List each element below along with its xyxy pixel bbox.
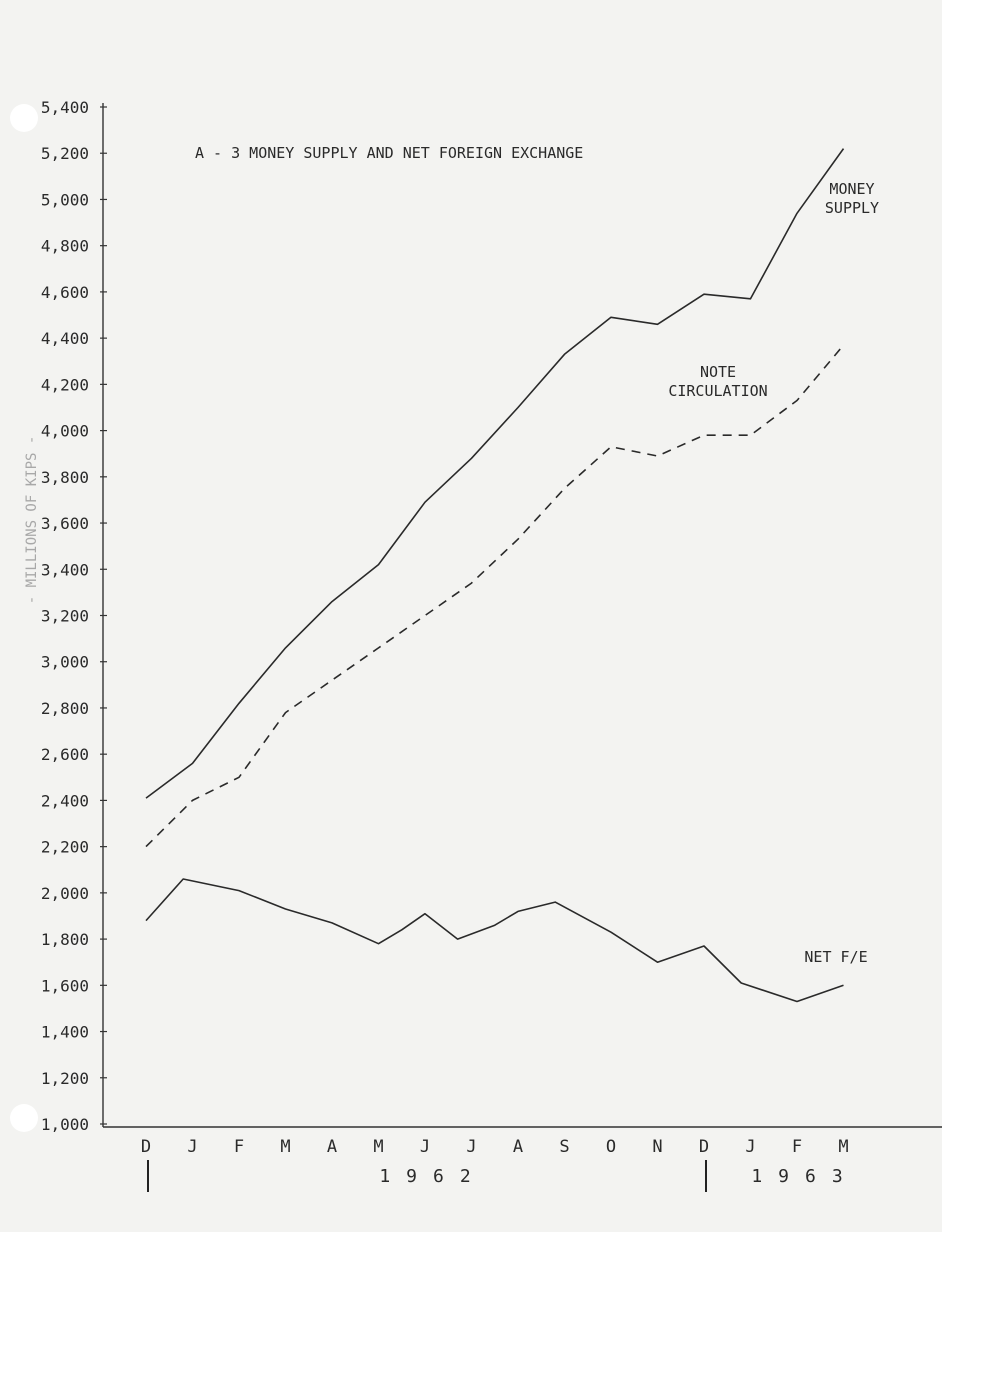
y-tick-label: 1,400	[40, 1022, 89, 1042]
x-tick-label: J	[745, 1137, 756, 1157]
y-tick-label: 2,000	[40, 883, 89, 903]
x-tick-label: N	[652, 1137, 663, 1157]
x-tick-label: M	[838, 1137, 849, 1157]
x-tick-label: D	[140, 1137, 152, 1157]
year-label: 1962	[379, 1166, 487, 1187]
y-tick-label: 2,200	[40, 837, 89, 857]
x-tick-label: J	[187, 1137, 198, 1157]
y-tick-label: 5,400	[40, 98, 89, 117]
punch-hole-bottom	[10, 1104, 38, 1132]
x-tick-label: S	[559, 1137, 570, 1157]
year-labels	[148, 1160, 859, 1192]
y-tick-label: 5,200	[40, 144, 89, 164]
y-tick-label: 3,800	[40, 467, 89, 487]
series-labels	[668, 180, 879, 966]
series-label: NOTE CIRCULATION	[668, 363, 768, 400]
y-tick-label: 3,200	[40, 606, 89, 626]
y-tick-label: 1,000	[40, 1115, 89, 1134]
y-axis-label: - MILLIONS OF KIPS -	[24, 435, 40, 605]
y-tick-label: 2,600	[40, 745, 89, 765]
y-tick-label: 5,000	[40, 190, 89, 210]
series-line-net-f-e	[146, 879, 844, 1002]
y-tick-label: 4,400	[40, 329, 89, 349]
x-axis-ticks	[141, 1137, 849, 1157]
y-tick-label: 2,400	[40, 791, 89, 811]
y-tick-label: 4,800	[40, 236, 89, 256]
y-tick-label: 1,800	[40, 930, 89, 950]
x-tick-label: O	[605, 1137, 617, 1157]
chart-title: A - 3 MONEY SUPPLY AND NET FOREIGN EXCHANGE	[195, 144, 584, 162]
x-tick-label: F	[233, 1137, 245, 1157]
series-lines	[146, 149, 844, 1002]
y-tick-label: 4,200	[40, 375, 89, 395]
x-tick-label: A	[326, 1137, 338, 1157]
x-tick-label: M	[280, 1137, 291, 1157]
y-tick-label: 4,000	[40, 421, 89, 441]
x-tick-label: J	[419, 1137, 431, 1157]
x-tick-label: D	[698, 1137, 710, 1157]
punch-hole-top	[10, 104, 38, 132]
x-tick-label: F	[791, 1137, 803, 1157]
series-line-money-supply	[146, 149, 844, 799]
y-tick-label: 3,600	[40, 514, 89, 534]
y-tick-label: 3,000	[40, 652, 89, 672]
x-tick-label: A	[512, 1137, 524, 1157]
x-tick-label: J	[466, 1137, 477, 1157]
y-axis-ticks	[41, 98, 107, 1134]
x-tick-label: M	[373, 1137, 384, 1157]
y-tick-label: 1,600	[40, 976, 89, 996]
series-label: NET F/E	[804, 948, 868, 966]
chart-axes	[103, 103, 942, 1127]
y-tick-label: 2,800	[40, 698, 89, 718]
year-label: 1963	[751, 1166, 859, 1187]
series-label: MONEY SUPPLY	[824, 180, 880, 217]
y-tick-label: 4,600	[40, 282, 89, 302]
y-tick-label: 1,200	[40, 1068, 89, 1088]
series-line-note-circulation	[146, 345, 844, 846]
y-tick-label: 3,400	[40, 560, 89, 580]
